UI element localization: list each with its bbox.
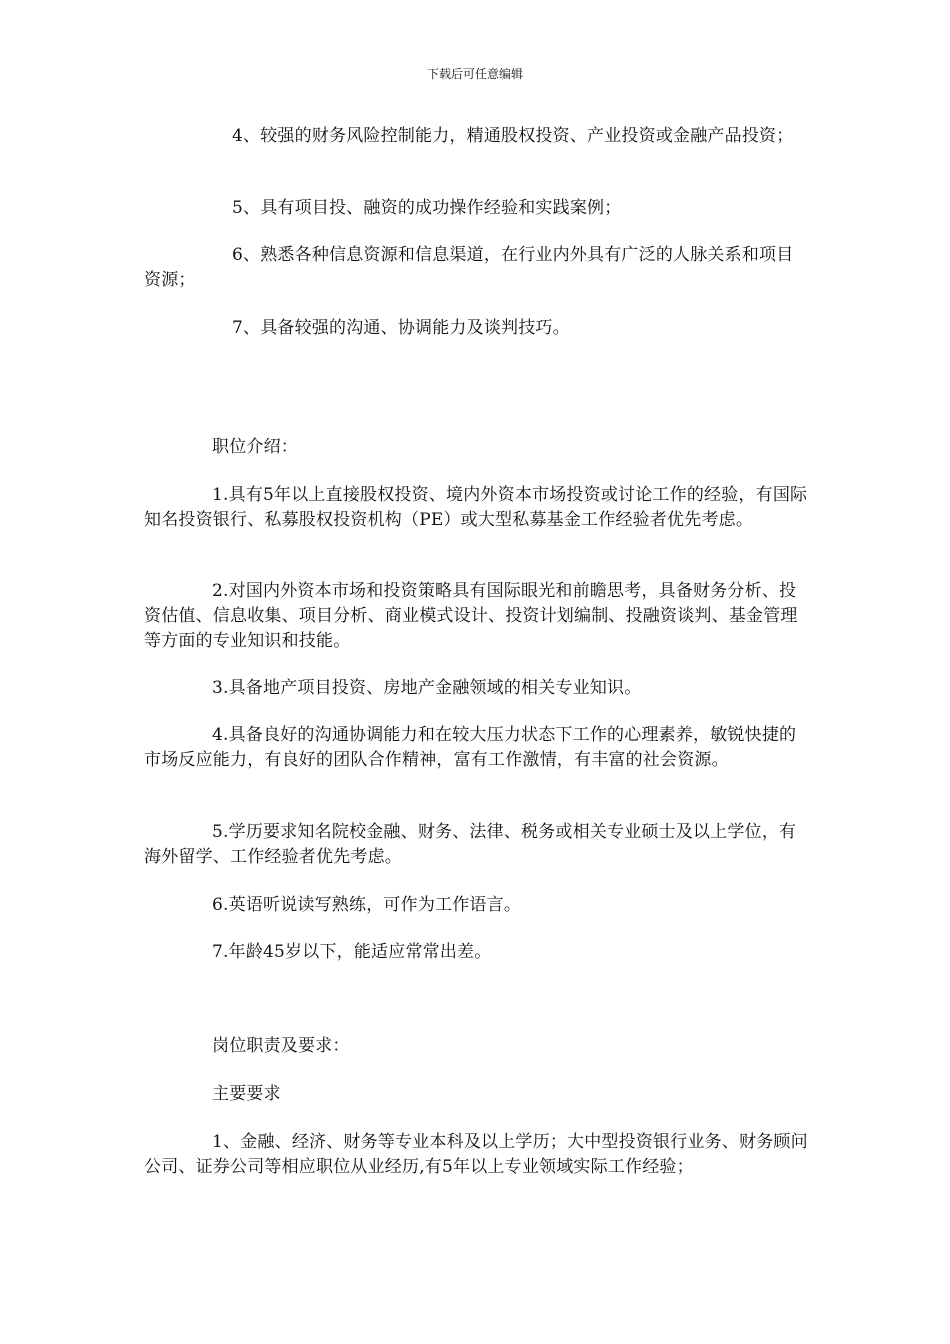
requirement-item-4: 4、较强的财务风险控制能力，精通股权投资、产业投资或金融产品投资；: [232, 126, 794, 146]
page-header-note: 下载后可任意编辑: [426, 67, 523, 81]
main-requirements-subheading: 主要要求: [212, 1084, 281, 1104]
main-requirement-item-1: 1、金融、经济、财务等专业本科及以上学历；大中型投资银行业务、财务顾问公司、证券公司等相应职位从业经历,有5年以上专业领域实际工作经验；: [144, 1132, 808, 1177]
job-intro-item-1: 1.具有5年以上直接股权投资、境内外资本市场投资或讨论工作的经验，有国际知名投资银行、私募股权投资机构（PE）或大型私募基金工作经验者优先考虑。: [144, 485, 808, 530]
requirement-item-5: 5、具有项目投、融资的成功操作经验和实践案例；: [232, 198, 622, 218]
job-intro-item-5: 5.学历要求知名院校金融、财务、法律、税务或相关专业硕士及以上学位，有海外留学、工作经验者优先考虑。: [144, 822, 797, 867]
job-intro-heading: 职位介绍：: [212, 437, 298, 457]
requirement-item-6: 6、熟悉各种信息资源和信息渠道，在行业内外具有广泛的人脉关系和项目资源；: [144, 245, 794, 290]
job-intro-item-6: 6.英语听说读写熟练，可作为工作语言。: [212, 895, 522, 915]
job-intro-item-2: 2.对国内外资本市场和投资策略具有国际眼光和前瞻思考，具备财务分析、投资估值、信息收集、项目分析、商业模式设计、投资计划编制、投融资谈判、基金管理等方面的专业知识和技能。: [144, 581, 798, 651]
duties-heading: 岗位职责及要求：: [212, 1036, 350, 1056]
requirement-item-7: 7、具备较强的沟通、协调能力及谈判技巧。: [232, 318, 570, 338]
job-intro-item-3: 3.具备地产项目投资、房地产金融领域的相关专业知识。: [212, 678, 642, 698]
job-intro-item-4: 4.具备良好的沟通协调能力和在较大压力状态下工作的心理素养，敏锐快捷的市场反应能力，有良好的团队合作精神，富有工作激情，有丰富的社会资源。: [144, 725, 797, 770]
job-intro-item-7: 7.年龄45岁以下，能适应常常出差。: [212, 942, 492, 962]
